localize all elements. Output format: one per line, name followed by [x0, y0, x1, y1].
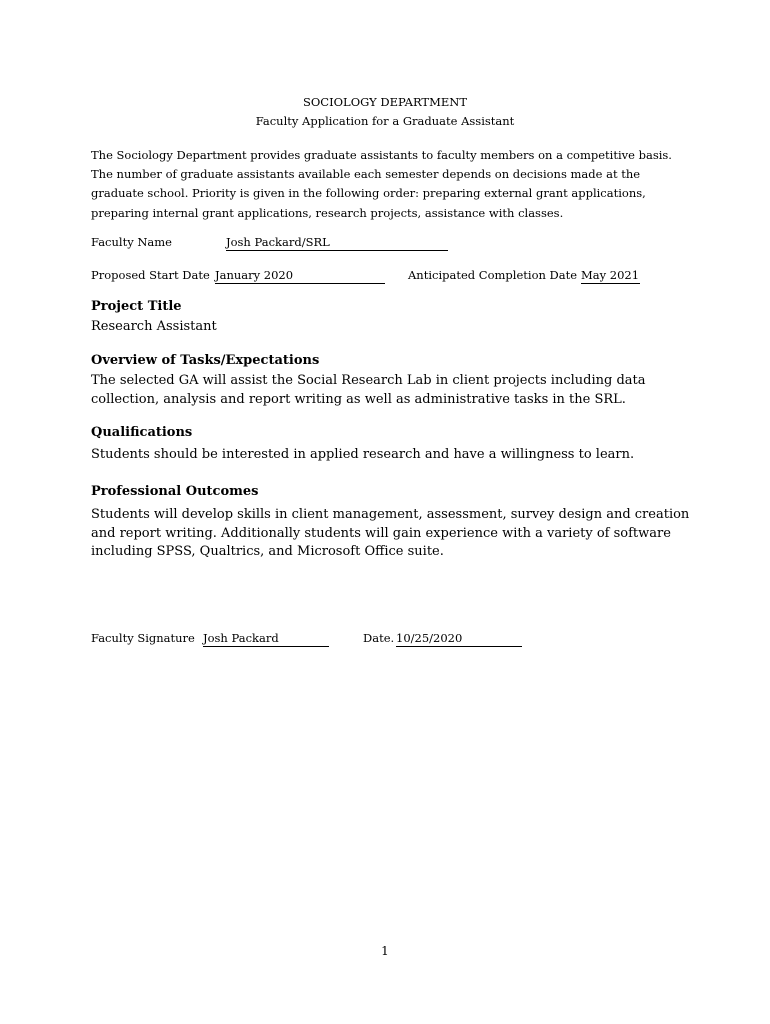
department-heading: SOCIOLOGY DEPARTMENT [302, 95, 467, 109]
completion-date-value: May 2021 [581, 268, 640, 282]
outcomes-heading: Professional Outcomes [91, 484, 259, 499]
faculty-name-label: Faculty Name [91, 235, 172, 249]
start-date-value: January 2020 [215, 268, 294, 282]
page-number: 1 [381, 944, 389, 958]
project-title-body: Research Assistant [91, 319, 217, 334]
qualifications-heading: Qualifications [91, 425, 193, 440]
intro-paragraph: The Sociology Department provides graduate assistants to faculty members on a competitive basis. The number of graduate assistants available each semester depends on decisions made at the graduate school. Priority is given in the following order: preparing external grant applications, preparing internal grant applications, research projects, assistance with classes. [91, 148, 672, 220]
signature-field[interactable] [203, 631, 329, 647]
project-title-heading: Project Title [91, 299, 182, 314]
completion-date-label: Anticipated Completion Date [408, 268, 578, 282]
start-date-label: Proposed Start Date [91, 268, 210, 282]
start-date-field[interactable] [215, 268, 385, 284]
overview-heading: Overview of Tasks/Expectations [91, 353, 320, 368]
signature-value: Josh Packard [203, 631, 279, 645]
outcomes-body: Students will develop skills in client management, assessment, survey design and creation and report writing. Additionally students will gain experience with a variety of software including SPSS, Qualtrics, and Microsoft Office suite. [91, 507, 690, 559]
faculty-name-value: Josh Packard/SRL [226, 235, 330, 249]
date-field[interactable] [396, 631, 522, 647]
faculty-name-field[interactable] [226, 235, 448, 251]
date-value: 10/25/2020 [396, 631, 463, 645]
date-label: Date. [363, 631, 395, 645]
qualifications-body: Students should be interested in applied research and have a willingness to learn. [91, 447, 635, 462]
form-title: Faculty Application for a Graduate Assistant [255, 114, 515, 128]
overview-body: The selected GA will assist the Social Research Lab in client projects including data collection, analysis and report writing as well as administrative tasks in the SRL. [91, 373, 646, 407]
completion-date-field[interactable] [581, 268, 640, 284]
signature-label: Faculty Signature [91, 631, 195, 645]
